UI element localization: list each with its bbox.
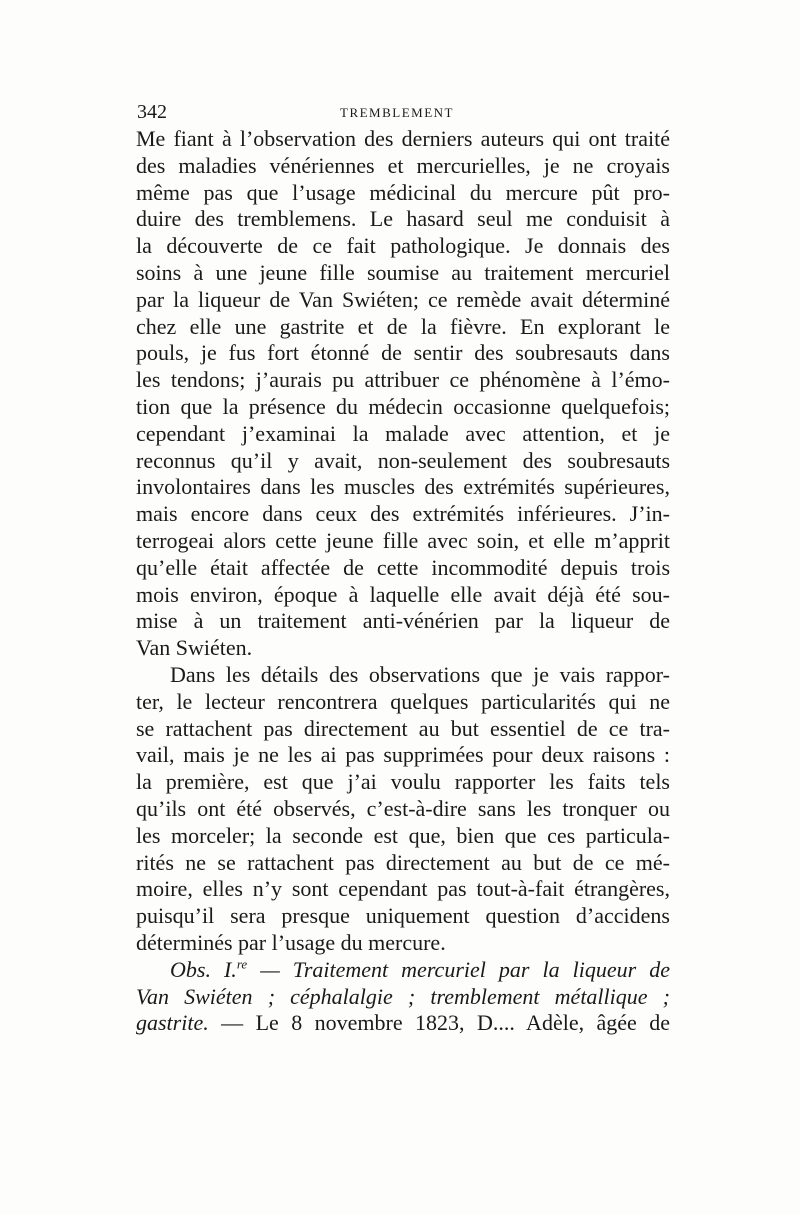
text-line: même pas que l’usage médicinal du mercure pût pro- [136,179,670,205]
text-line: cependant j’examinai la malade avec attention, et je [136,420,670,446]
running-title: TREMBLEMENT [340,105,454,120]
page-number: 342 [137,101,167,123]
text-line: Dans les détails des observations que je vais rappor- [170,661,670,687]
text-line: puisqu’il sera presque uniquement question d’accidens [136,903,670,929]
text-line: la découverte de ce fait pathologique. Je donnais des [136,233,670,259]
observation-diagnosis: gastrite. [136,1010,209,1036]
text-line: tion que la présence du médecin occasionne quelquefois; [136,393,670,419]
text-line: reconnus qu’il y avait, non-seulement des soubresauts [136,447,670,473]
text-line: soins à une jeune fille soumise au traitement mercuriel [136,259,670,285]
observation-heading-line: Van Swiéten ; céphalalgie ; tremblement métallique ; [136,983,670,1009]
text-line: moire, elles n’y sont cependant pas tout-à-fait étrangères, [136,876,670,902]
text-line: déterminés par l’usage du mercure. [136,929,446,955]
text-line: mise à un traitement anti-vénérien par la liqueur de [136,608,670,634]
text-line: se rattachent pas directement au but essentiel de ce tra- [136,715,670,741]
observation-label: Obs. I. [170,956,237,982]
text-line: involontaires dans les muscles des extrémités supérieures, [136,474,670,500]
text-line: mais encore dans ceux des extrémités inférieures. J’in- [136,501,670,527]
text-line: les tendons; j’aurais pu attribuer ce phénomène à l’émo- [136,367,670,393]
text-line: terrogeai alors cette jeune fille avec soin, et elle m’apprit [136,527,670,553]
text-line: rités ne se rattachent pas directement au but de ce mé- [136,849,670,875]
observation-label-superscript: re [236,956,248,972]
text-line: pouls, je fus fort étonné de sentir des soubresauts dans [136,340,670,366]
text-line: mois environ, époque à laquelle elle avait déjà été sou- [136,581,670,607]
text-line: les morceler; la seconde est que, bien que ces particula- [136,822,670,848]
observation-heading-line [136,957,670,984]
observation-text: — Le 8 novembre 1823, D.... Adèle, âgée de [208,1010,670,1036]
text-line: ter, le lecteur rencontrera quelques particularités qui ne [136,688,670,714]
body-text [136,126,670,1037]
text-line: chez elle une gastrite et de la fièvre. En explorant le [136,313,670,339]
text-line: vail, mais je ne les ai pas supprimées pour deux raisons : [136,742,670,768]
text-line: qu’elle était affectée de cette incommodité depuis trois [136,554,670,580]
text-line: Me fiant à l’observation des derniers auteurs qui ont traité [136,126,670,151]
text-line: duire des tremblemens. Le hasard seul me conduisit à [136,206,670,232]
text-line: par la liqueur de Van Swiéten; ce remède avait déterminé [136,286,670,312]
text-line: Van Swiéten. [136,635,253,661]
observation-heading-line [136,1010,670,1037]
text-line: la première, est que j’ai voulu rapporter les faits tels [136,769,670,795]
running-head [137,100,667,124]
text-line: des maladies vénériennes et mercurielles, je ne croyais [136,152,670,178]
observation-title: — Traitement mercuriel par la liqueur de [247,956,670,982]
text-line: qu’ils ont été observés, c’est-à-dire sans les tronquer ou [136,795,670,821]
